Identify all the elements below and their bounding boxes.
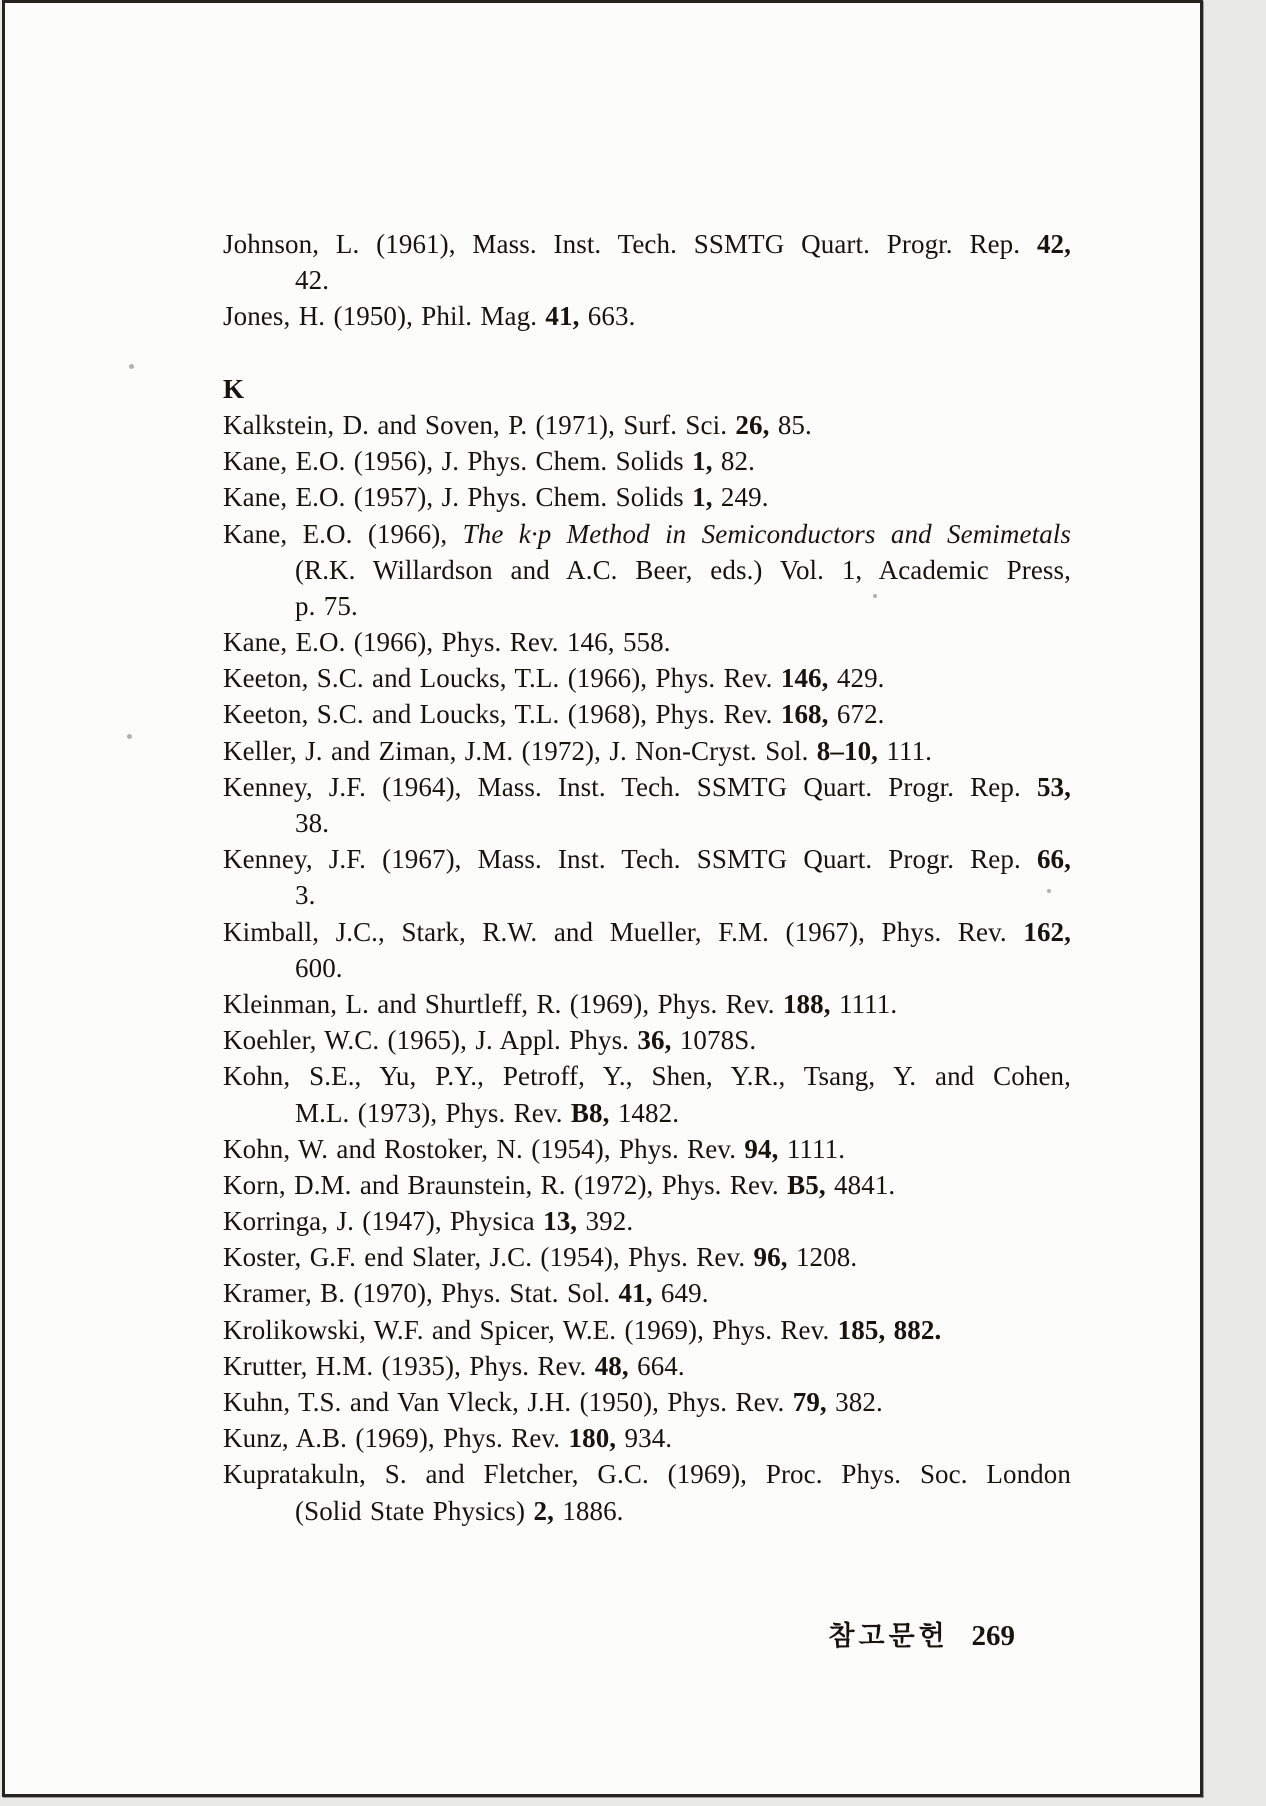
reference-text: p. 75.: [295, 590, 358, 621]
reference-line: [223, 1095, 1071, 1131]
reference-text: Keeton, S.C. and Loucks, T.L. (1966), Phys. Rev.: [223, 663, 781, 694]
reference-text: Kimball, J.C., Stark, R.W. and Mueller, F.M. (1967), Phys. Rev.: [223, 916, 1024, 947]
reference-text: Kramer, B. (1970), Phys. Stat. Sol.: [223, 1278, 619, 1309]
reference-text: Kane, E.O. (1957), J. Phys. Chem. Solids: [223, 482, 693, 513]
reference-text: 1,: [692, 446, 713, 477]
reference-text: 162,: [1023, 916, 1071, 947]
reference-text: Krutter, H.M. (1935), Phys. Rev.: [223, 1350, 595, 1381]
reference-line: [223, 914, 1071, 950]
reference-line: [223, 660, 1071, 696]
reference-text: K: [223, 373, 245, 404]
reference-text: M.L. (1973), Phys. Rev.: [295, 1097, 571, 1128]
reference-text: (R.K. Willardson and A.C. Beer, eds.) Vol. 1, Academic Press,: [295, 554, 1071, 585]
reference-line: [223, 841, 1071, 877]
reference-text: 42.: [295, 265, 330, 296]
reference-text: 1078S.: [671, 1025, 757, 1056]
reference-line: [223, 1022, 1071, 1058]
reference-line: [223, 226, 1071, 262]
scan-speck: [1047, 889, 1051, 893]
reference-text: Kane, E.O. (1966),: [223, 518, 463, 549]
reference-text: 185, 882.: [837, 1314, 942, 1345]
reference-text: Johnson, L. (1961), Mass. Inst. Tech. SSMTG Quart. Progr. Rep.: [223, 229, 1037, 259]
reference-line: [223, 407, 1071, 443]
reference-text: Kenney, J.F. (1964), Mass. Inst. Tech. SSMTG Quart. Progr. Rep.: [223, 771, 1037, 802]
reference-text: 79,: [792, 1387, 827, 1417]
reference-text: 664.: [628, 1350, 685, 1381]
reference-text: 2,: [533, 1495, 554, 1526]
reference-text: 8–10,: [816, 735, 879, 766]
reference-text: Kleinman, L. and Shurtleff, R. (1969), Phys. Rev.: [223, 988, 783, 1019]
reference-line: [223, 1348, 1071, 1384]
reference-text: 168,: [780, 699, 829, 730]
reference-text: 48,: [594, 1350, 629, 1381]
reference-text: Kohn, W. and Rostoker, N. (1954), Phys. Rev.: [223, 1133, 745, 1164]
reference-line: [223, 1493, 1071, 1529]
reference-text: Kohn, S.E., Yu, P.Y., Petroff, Y., Shen, Y.R., Tsang, Y. and Cohen,: [223, 1061, 1071, 1092]
scan-speck: [127, 734, 132, 739]
reference-text: 38.: [295, 808, 330, 838]
reference-line: [223, 552, 1071, 588]
scan-speck: [129, 364, 134, 369]
reference-text: Korn, D.M. and Braunstein, R. (1972), Phys. Rev.: [223, 1169, 788, 1200]
reference-text: 1886.: [553, 1495, 624, 1526]
reference-text: 3.: [295, 880, 316, 911]
reference-line: [223, 262, 1071, 298]
reference-text: Keeton, S.C. and Loucks, T.L. (1968), Phys. Rev.: [223, 699, 781, 730]
reference-text: 382.: [826, 1387, 883, 1417]
reference-text: Jones, H. (1950), Phil. Mag.: [223, 301, 546, 332]
reference-text: Keller, J. and Ziman, J.M. (1972), J. Non-Cryst. Sol.: [223, 735, 817, 766]
reference-text: 672.: [828, 699, 885, 730]
references-list: [223, 226, 1071, 1529]
reference-text: 85.: [769, 409, 812, 440]
reference-text: 42,: [1036, 229, 1071, 259]
reference-text: Kuhn, T.S. and Van Vleck, J.H. (1950), Phys. Rev.: [223, 1387, 793, 1417]
reference-line: [223, 696, 1071, 732]
reference-text: B5,: [787, 1169, 826, 1200]
reference-text: Kupratakuln, S. and Fletcher, G.C. (1969), Proc. Phys. Soc. London: [223, 1459, 1071, 1490]
reference-text: 53,: [1036, 771, 1071, 802]
reference-text: 1111.: [778, 1133, 846, 1164]
book-page: [2, 0, 1203, 1797]
reference-line: [223, 1420, 1071, 1456]
reference-line: [223, 1275, 1071, 1311]
reference-text: 934.: [616, 1423, 673, 1454]
reference-text: 1482.: [609, 1097, 680, 1128]
reference-text: 1208.: [787, 1242, 858, 1273]
reference-line: [223, 624, 1071, 660]
reference-line: [223, 986, 1071, 1022]
page-footer: [828, 1614, 1015, 1653]
reference-text: 13,: [543, 1206, 578, 1237]
reference-text: Koster, G.F. end Slater, J.C. (1954), Phys. Rev.: [223, 1242, 754, 1273]
reference-line: [223, 1167, 1071, 1203]
reference-line: [223, 588, 1071, 624]
reference-text: 1111.: [830, 988, 898, 1019]
reference-text: The k·p Method in Semiconductors and Semimetals: [462, 518, 1071, 549]
reference-text: 41,: [618, 1278, 653, 1309]
reference-text: 111.: [878, 735, 933, 766]
reference-text: 392.: [577, 1206, 634, 1237]
reference-line: [223, 1239, 1071, 1275]
reference-text: 4841.: [825, 1169, 896, 1200]
reference-line: [223, 877, 1071, 913]
reference-text: 249.: [712, 482, 769, 513]
scan-speck: [873, 594, 877, 598]
reference-text: 188,: [782, 988, 831, 1019]
reference-text: Kunz, A.B. (1969), Phys. Rev.: [223, 1423, 569, 1454]
reference-line: [223, 1456, 1071, 1492]
reference-text: Kane, E.O. (1966), Phys. Rev. 146, 558.: [223, 627, 671, 658]
reference-text: 600.: [295, 952, 343, 983]
reference-text: 663.: [579, 301, 636, 332]
reference-line: [223, 769, 1071, 805]
reference-text: 36,: [637, 1025, 672, 1056]
reference-line: [223, 950, 1071, 986]
reference-text: 96,: [753, 1242, 788, 1273]
reference-text: 180,: [568, 1423, 617, 1454]
reference-line: [223, 1312, 1071, 1348]
reference-text: 26,: [735, 409, 770, 440]
reference-line: [223, 1058, 1071, 1094]
reference-text: Kane, E.O. (1956), J. Phys. Chem. Solids: [223, 446, 693, 477]
section-heading: [223, 371, 1071, 407]
reference-line: [223, 443, 1071, 479]
blank-line: [223, 335, 1071, 371]
reference-text: 82.: [712, 446, 755, 477]
reference-text: 1,: [692, 482, 713, 513]
reference-text: 649.: [652, 1278, 709, 1309]
reference-text: 66,: [1036, 844, 1071, 875]
reference-text: Krolikowski, W.F. and Spicer, W.E. (1969), Phys. Rev.: [223, 1314, 838, 1345]
reference-text: 94,: [744, 1133, 779, 1164]
reference-line: [223, 1131, 1071, 1167]
footer-section-label: 참고문헌: [828, 1621, 949, 1651]
reference-text: 146,: [780, 663, 829, 694]
reference-line: [223, 805, 1071, 841]
page-number: 269: [971, 1620, 1015, 1652]
reference-line: [223, 298, 1071, 334]
reference-text: B8,: [570, 1097, 610, 1128]
reference-text: 429.: [828, 663, 885, 694]
reference-text: 41,: [545, 301, 580, 332]
reference-text: Kenney, J.F. (1967), Mass. Inst. Tech. SSMTG Quart. Progr. Rep.: [223, 844, 1037, 875]
reference-text: (Solid State Physics): [295, 1495, 534, 1526]
reference-line: [223, 479, 1071, 515]
reference-line: [223, 516, 1071, 552]
reference-line: [223, 733, 1071, 769]
reference-line: [223, 1203, 1071, 1239]
reference-text: Kalkstein, D. and Soven, P. (1971), Surf. Sci.: [223, 409, 736, 440]
reference-line: [223, 1384, 1071, 1420]
reference-text: Korringa, J. (1947), Physica: [223, 1206, 544, 1237]
reference-text: Koehler, W.C. (1965), J. Appl. Phys.: [223, 1025, 638, 1056]
